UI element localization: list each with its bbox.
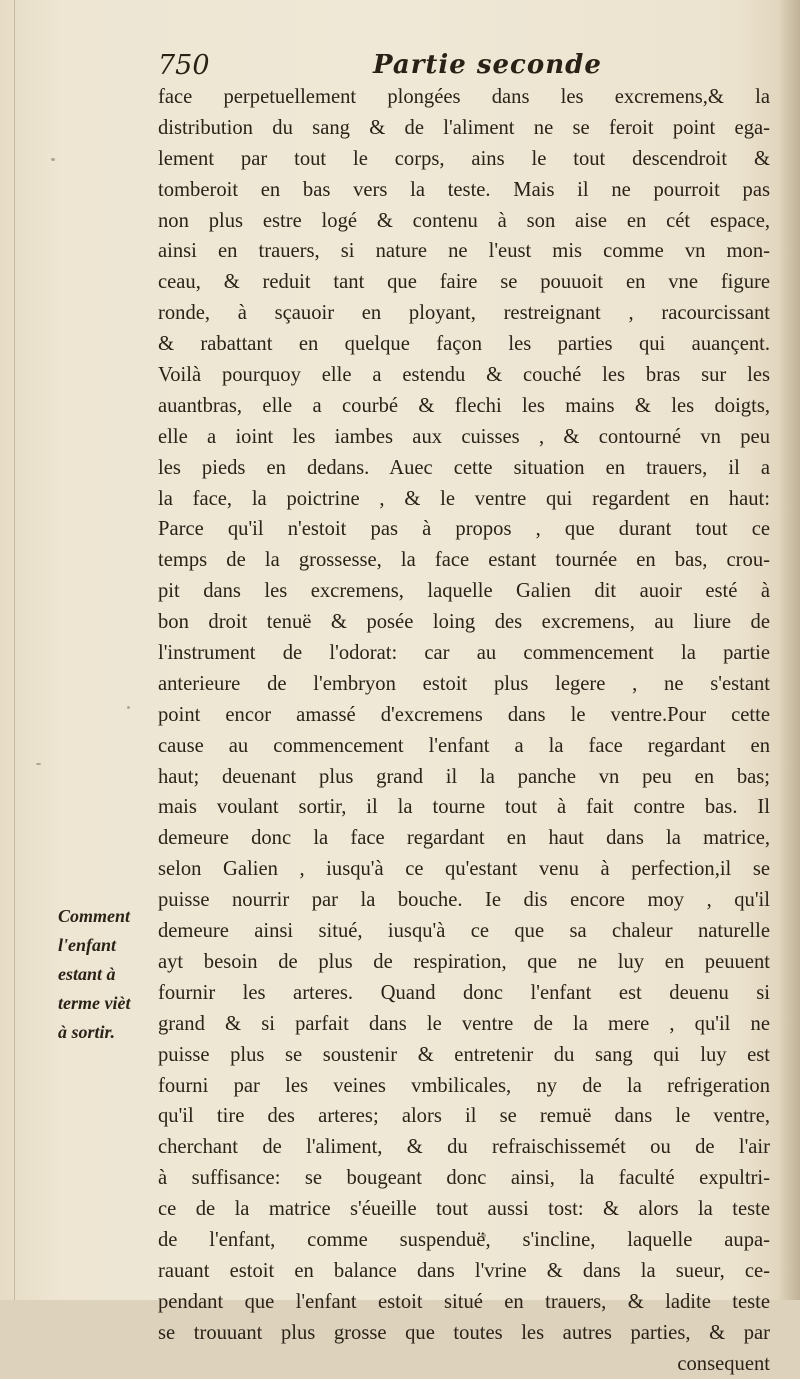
text-line: auantbras, elle a courbé & flechi les mains & les doigts, <box>158 394 770 417</box>
margin-note-line: estant à <box>58 964 116 984</box>
margin-note-line: terme vièt <box>58 993 131 1013</box>
text-line: pendant que l'enfant estoit situé en trauers, & ladite teste <box>158 1290 770 1313</box>
text-line: de l'enfant, comme suspenduë, s'incline, laquelle aupa- <box>158 1228 770 1251</box>
text-line: anterieure de l'embryon estoit plus legere , ne s'estant <box>158 672 770 695</box>
text-line: Voilà pourquoy elle a estendu & couché les bras sur les <box>158 364 770 387</box>
margin-note-line: l'enfant <box>58 935 117 955</box>
text-line: bon droit tenuë & posée loing des excremens, au liure de <box>158 611 770 634</box>
text-line: les pieds en dedans. Auec cette situation en trauers, il a <box>158 456 770 479</box>
text-line: puisse plus se soustenir & entretenir du sang qui luy est <box>158 1043 770 1066</box>
text-line: demeure donc la face regardant en haut dans la matrice, <box>158 827 770 850</box>
margin-note <box>58 902 158 1047</box>
text-line: grand & si parfait dans le ventre de la mere , qu'il ne <box>158 1012 770 1035</box>
page-number: 750 <box>158 50 210 81</box>
page-edge-shadow <box>778 0 800 1300</box>
body-text <box>158 82 770 1379</box>
text-line: haut; deuenant plus grand il la panche vn peu en bas; <box>158 765 770 788</box>
text-line: ayt besoin de plus de respiration, que ne luy en peuuent <box>158 950 770 973</box>
text-line: ceau, & reduit tant que faire se pouuoit en vne figure <box>158 271 770 294</box>
text-line: lement par tout le corps, ains le tout descendroit & <box>158 147 770 170</box>
text-line: fournir les arteres. Quand donc l'enfant est deuenu si <box>158 981 770 1004</box>
text-line: pit dans les excremens, laquelle Galien dit auoir esté à <box>158 580 770 603</box>
text-line: rauant estoit en balance dans l'vrine & dans la sueur, ce- <box>158 1259 770 1282</box>
text-line: ronde, à sçauoir en ployant, restreignant , racourcissant <box>158 302 770 325</box>
text-line: ainsi en trauers, si nature ne l'eust mis comme vn mon- <box>158 240 770 263</box>
text-line: cause au commencement l'enfant a la face regardant en <box>158 734 770 757</box>
paper-speck <box>481 1233 486 1238</box>
page-fold-line <box>14 0 15 1300</box>
text-line: se trouuant plus grosse que toutes les autres parties, & par <box>158 1321 770 1344</box>
text-line: temps de la grossesse, la face estant tournée en bas, crou- <box>158 549 770 572</box>
text-line: ce de la matrice s'éueille tout aussi tost: & alors la teste <box>158 1198 770 1221</box>
text-line: fourni par les veines vmbilicales, ny de la refrigeration <box>158 1074 770 1097</box>
text-line: point encor amassé d'excremens dans le ventre.Pour cette <box>158 703 770 726</box>
text-line: face perpetuellement plongées dans les excremens,& la <box>158 86 770 108</box>
text-line: puisse nourrir par la bouche. Ie dis encore moy , qu'il <box>158 889 770 912</box>
text-line: à suffisance: se bougeant donc ainsi, la faculté expultri- <box>158 1167 770 1190</box>
text-line: la face, la poictrine , & le ventre qui regardent en haut: <box>158 487 770 510</box>
text-line: Parce qu'il n'estoit pas à propos , que durant tout ce <box>158 518 770 541</box>
paper-speck <box>51 158 55 161</box>
text-line: distribution du sang & de l'aliment ne se feroit point ega- <box>158 116 770 139</box>
paper-speck <box>36 763 41 765</box>
text-line: elle a ioint les iambes aux cuisses , & contourné vn peu <box>158 425 770 448</box>
text-line: & rabattant en quelque façon les parties qui auançent. <box>158 333 770 356</box>
text-line: cherchant de l'aliment, & du refraischissemét ou de l'air <box>158 1136 770 1159</box>
text-line: demeure ainsi situé, iusqu'à ce que sa chaleur naturelle <box>158 920 770 943</box>
paper-speck <box>127 706 130 709</box>
running-head: Partie seconde <box>373 50 602 80</box>
text-line: mais voulant sortir, il la tourne tout à fait contre bas. Il <box>158 796 770 819</box>
text-line: tomberoit en bas vers la teste. Mais il ne pourroit pas <box>158 178 770 201</box>
catchword: consequent <box>677 1352 770 1375</box>
text-line: non plus estre logé & contenu à son aise en cét espace, <box>158 209 770 232</box>
margin-note-line: Comment <box>58 906 131 926</box>
text-line: l'instrument de l'odorat: car au commencement la partie <box>158 642 770 665</box>
text-line: qu'il tire des arteres; alors il se remuë dans le ventre, <box>158 1105 770 1128</box>
text-line: selon Galien , iusqu'à ce qu'estant venu à perfection,il se <box>158 858 770 881</box>
margin-note-line: à sortir. <box>58 1022 116 1042</box>
